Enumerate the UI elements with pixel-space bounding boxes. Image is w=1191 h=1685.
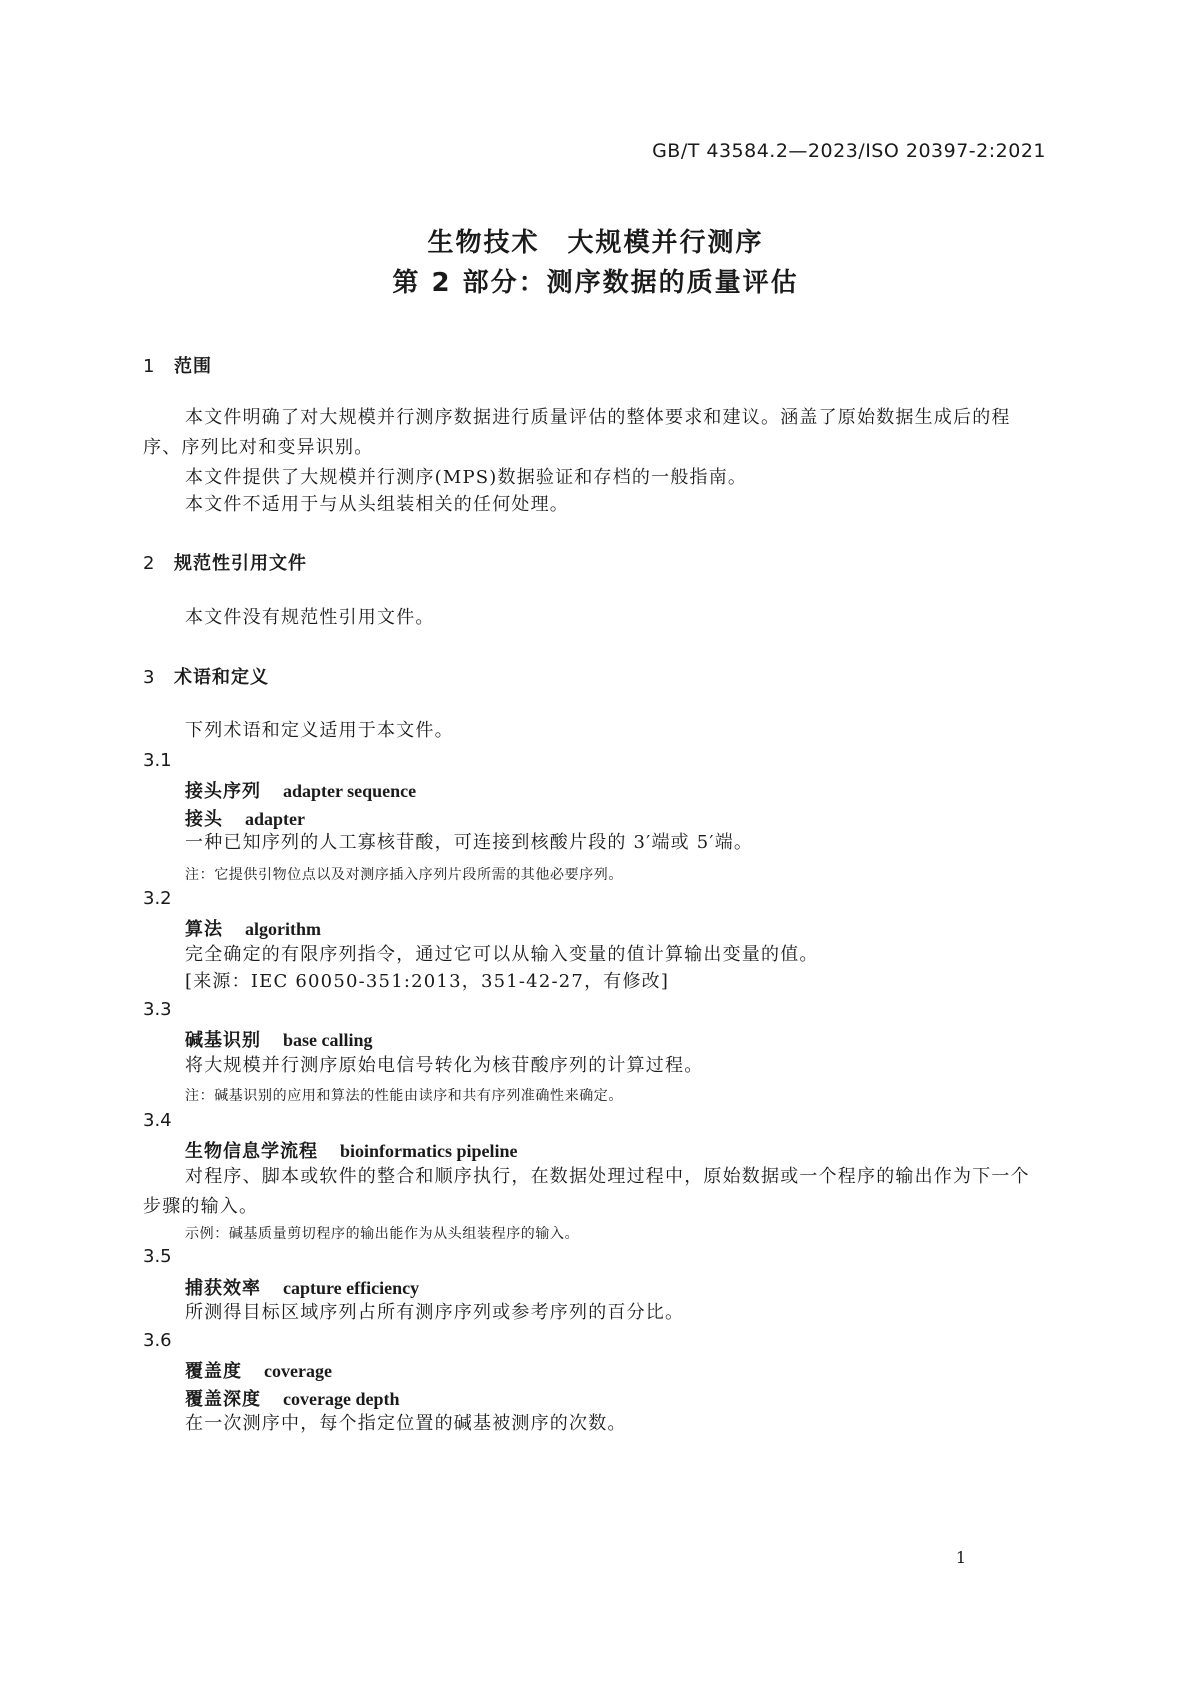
term-definition: 在一次测序中，每个指定位置的碱基被测序的次数。 [185,1413,627,1434]
paragraph: 本文件提供了大规模并行测序(MPS)数据验证和存档的一般指南。 [185,467,748,488]
paragraph: 下列术语和定义适用于本文件。 [185,720,454,741]
section-title: 范围 [174,356,212,377]
note-label: 注： [185,867,215,883]
section-number: 3 [143,667,155,688]
section-heading-normative-references [143,549,307,575]
section-number: 2 [143,553,155,574]
term-definition: 所测得目标区域序列占所有测序序列或参考序列的百分比。 [185,1302,685,1323]
term-en: algorithm [245,919,321,939]
note-label: 注： [185,1088,215,1104]
section-heading-scope [143,352,212,378]
page-number: 1 [955,1548,966,1567]
term-definition: 完全确定的有限序列指令，通过它可以从输入变量的值计算输出变量的值。 [185,944,819,965]
example-label: 示例： [185,1226,229,1242]
paragraph: 本文件明确了对大规模并行测序数据进行质量评估的整体要求和建议。涵盖了原始数据生成后的程序、序列比对和变异识别。 [143,407,1011,458]
term-name [185,1357,332,1383]
section-heading-terms [143,663,269,689]
document-title-line1: 生物技术 大规模并行测序 [427,228,764,258]
term-name [185,1385,399,1411]
section-number: 1 [143,356,155,377]
term-example [185,1223,579,1243]
section-title: 规范性引用文件 [174,553,307,574]
term-name [185,777,416,803]
example-text: 碱基质量剪切程序的输出能作为从头组装程序的输入。 [228,1226,580,1242]
term-zh: 算法 [185,919,223,940]
term-en: bioinformatics pipeline [340,1141,518,1161]
term-en: coverage depth [283,1389,400,1409]
term-name [185,1137,518,1163]
term-name [185,1026,373,1052]
term-source: [来源：IEC 60050-351:2013，351-42-27，有修改] [185,971,670,992]
term-zh: 覆盖深度 [185,1389,261,1410]
section-title: 术语和定义 [174,667,269,688]
clause-number: 3.3 [143,999,172,1020]
clause-number: 3.4 [143,1110,172,1131]
term-zh: 覆盖度 [185,1361,242,1382]
clause-number: 3.1 [143,750,172,771]
term-name [185,1274,419,1300]
term-zh: 接头序列 [185,781,261,802]
clause-number: 3.2 [143,888,172,909]
term-en: adapter sequence [283,781,417,801]
term-en: base calling [283,1030,373,1050]
term-en: capture efficiency [283,1278,420,1298]
term-en: adapter [245,809,305,829]
clause-number: 3.6 [143,1330,172,1351]
term-zh: 生物信息学流程 [185,1141,318,1162]
term-definition: 一种已知序列的人工寡核苷酸，可连接到核酸片段的 3′端或 5′端。 [185,832,754,853]
note-text: 碱基识别的应用和算法的性能由读序和共有序列准确性来确定。 [214,1088,624,1104]
note-text: 它提供引物位点以及对测序插入序列片段所需的其他必要序列。 [214,867,624,883]
term-definition: 将大规模并行测序原始电信号转化为核苷酸序列的计算过程。 [185,1055,704,1076]
standard-code: GB/T 43584.2—2023/ISO 20397-2:2021 [652,140,1046,162]
term-note [185,864,623,884]
term-zh: 接头 [185,809,223,830]
term-name [185,915,321,941]
paragraph: 本文件没有规范性引用文件。 [185,607,435,628]
clause-number: 3.5 [143,1246,172,1267]
document-title-line2: 第 2 部分：测序数据的质量评估 [392,268,799,298]
term-en: coverage [264,1361,332,1381]
term-note [185,1085,623,1105]
paragraph: 本文件不适用于与从头组装相关的任何处理。 [185,494,569,515]
term-zh: 碱基识别 [185,1030,261,1051]
term-definition: 对程序、脚本或软件的整合和顺序执行，在数据处理过程中，原始数据或一个程序的输出作为下一个步骤的输入。 [143,1166,1030,1217]
term-zh: 捕获效率 [185,1278,261,1299]
